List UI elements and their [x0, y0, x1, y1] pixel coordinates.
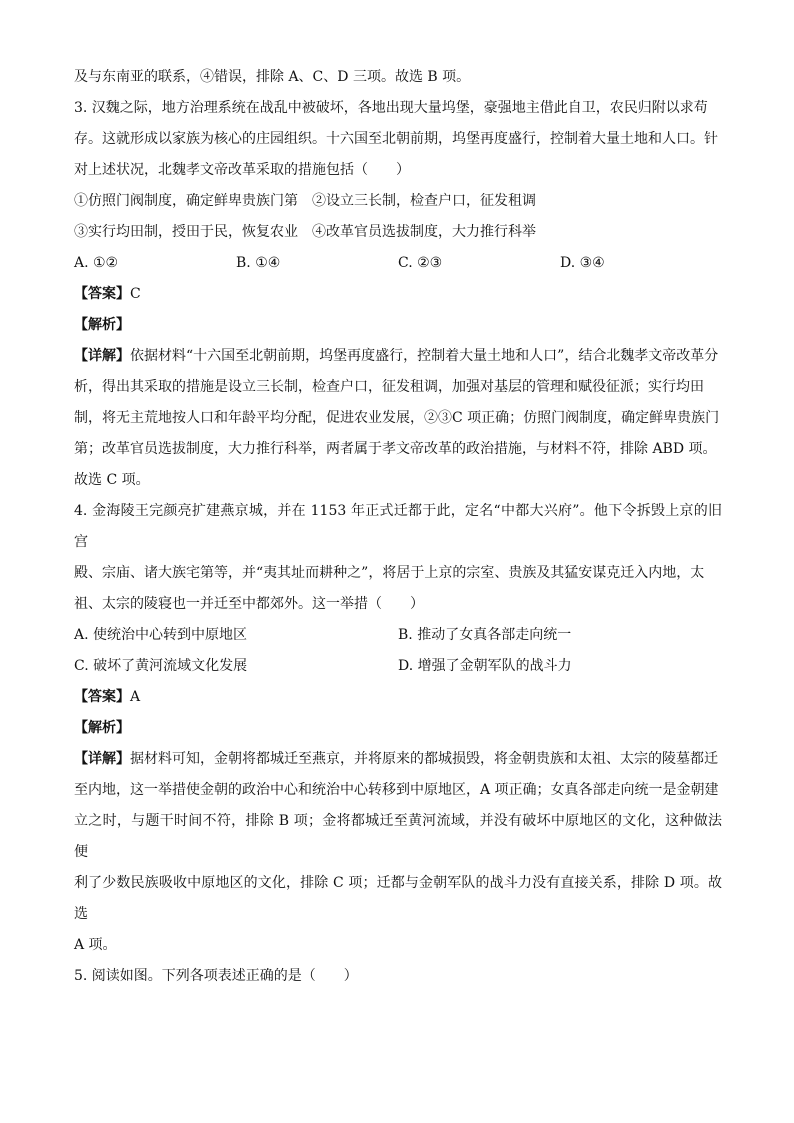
q4-option-b: B. 推动了女真各部走向统一 — [398, 627, 572, 643]
q3-stem-line: 存。这就形成以家族为核心的庄园组织。十六国至北朝前期，坞堡再度盛行，控制着大量土地和人口。针 — [74, 131, 718, 147]
detail-text: 依据材料“十六国至北朝前期，坞堡再度盛行，控制着大量土地和人口”，结合北魏孝文帝改革分 — [130, 348, 719, 364]
question-4 — [74, 496, 722, 961]
q2-tail: 及与东南亚的联系，④错误，排除 A、C、D 三项。故选 B 项。 — [74, 69, 471, 85]
q3-answer — [74, 279, 722, 310]
analysis-label: 【解析】 — [74, 317, 130, 333]
q4-option-d: D. 增强了金朝军队的战斗力 — [398, 658, 572, 674]
question-3 — [74, 93, 722, 496]
q4-options-row-1 — [74, 620, 722, 651]
q3-analysis-label — [74, 310, 722, 341]
q4-stem-line: 殿、宗庙、诸大族宅第等，并“夷其址而耕种之”，将居于上京的宗室、贵族及其猛安谋克迁入内地，太 — [74, 565, 705, 581]
q4-detail-line: 至内地，这一举措使金朝的政治中心和统治中心转移到中原地区，A 项正确；女真各部走向统一是金朝建 — [74, 782, 719, 798]
q3-detail-line — [74, 341, 722, 372]
analysis-label: 【解析】 — [74, 720, 130, 736]
q3-detail-line: 制，将无主荒地按人口和年龄平均分配，促进农业发展，②③C 项正确；仿照门阀制度，确定鲜卑贵族门 — [74, 410, 720, 426]
q5-stem: 5. 阅读如图。下列各项表述正确的是（ ） — [74, 968, 358, 984]
q3-item-line: ①仿照门阀制度，确定鲜卑贵族门第 ②设立三长制，检查户口，征发租调 — [74, 193, 536, 209]
q3-options — [74, 248, 722, 279]
answer-value: C — [130, 286, 141, 302]
detail-label: 【详解】 — [74, 348, 130, 364]
q3-detail-line: 析，得出其采取的措施是设立三长制，检查户口，征发租调，加强对基层的管理和赋役征派；实行均田 — [74, 379, 704, 395]
q3-option-b: B. ①④ — [236, 255, 281, 271]
q4-options-row-2 — [74, 651, 722, 682]
q4-answer — [74, 682, 722, 713]
answer-label: 【答案】 — [74, 689, 130, 705]
q4-analysis-label — [74, 713, 722, 744]
q4-detail-line — [74, 744, 722, 775]
q3-stem-line: 对上述状况，北魏孝文帝改革采取的措施包括（ ） — [74, 162, 410, 178]
question-5 — [74, 961, 722, 992]
q4-detail-line: 利了少数民族吸收中原地区的文化，排除 C 项；迁都与金朝军队的战斗力没有直接关系，排除 D 项。故选 — [74, 875, 722, 922]
q4-detail-line: 立之时，与题干时间不符，排除 B 项；金将都城迁至黄河流域，并没有破坏中原地区的文化，这种做法便 — [74, 813, 722, 860]
q4-stem-line: 祖、太宗的陵寝也一并迁至中都郊外。这一举措（ ） — [74, 596, 424, 612]
detail-label: 【详解】 — [74, 751, 130, 767]
q3-option-c: C. ②③ — [398, 255, 443, 271]
q4-option-c: C. 破坏了黄河流域文化发展 — [74, 658, 248, 674]
detail-text: 据材料可知，金朝将都城迁至燕京，并将原来的都城损毁，将金朝贵族和太祖、太宗的陵墓都迁 — [130, 751, 718, 767]
q3-item-line: ③实行均田制，授田于民，恢复农业 ④改革官员选拔制度，大力推行科举 — [74, 224, 536, 240]
q3-option-a: A. ①② — [74, 255, 119, 271]
answer-value: A — [130, 689, 141, 705]
q3-option-d: D. ③④ — [560, 255, 605, 271]
q4-option-a: A. 使统治中心转到中原地区 — [74, 627, 248, 643]
q3-stem-line: 3. 汉魏之际，地方治理系统在战乱中被破坏，各地出现大量坞堡，豪强地主借此自卫，农民归附以求苟 — [74, 100, 708, 116]
q3-detail-line: 第；改革官员选拔制度，大力推行科举，两者属于孝文帝改革的政治措施，与材料不符，排除 ABD 项。 — [74, 441, 717, 457]
document-content — [74, 62, 722, 992]
q3-detail-line: 故选 C 项。 — [74, 472, 150, 488]
answer-label: 【答案】 — [74, 286, 130, 302]
q4-detail-line: A 项。 — [74, 937, 117, 953]
q4-stem-line: 4. 金海陵王完颜亮扩建燕京城，并在 1153 年正式迁都于此，定名“中都大兴府”。他下令拆毁上京的旧宫 — [74, 503, 722, 550]
